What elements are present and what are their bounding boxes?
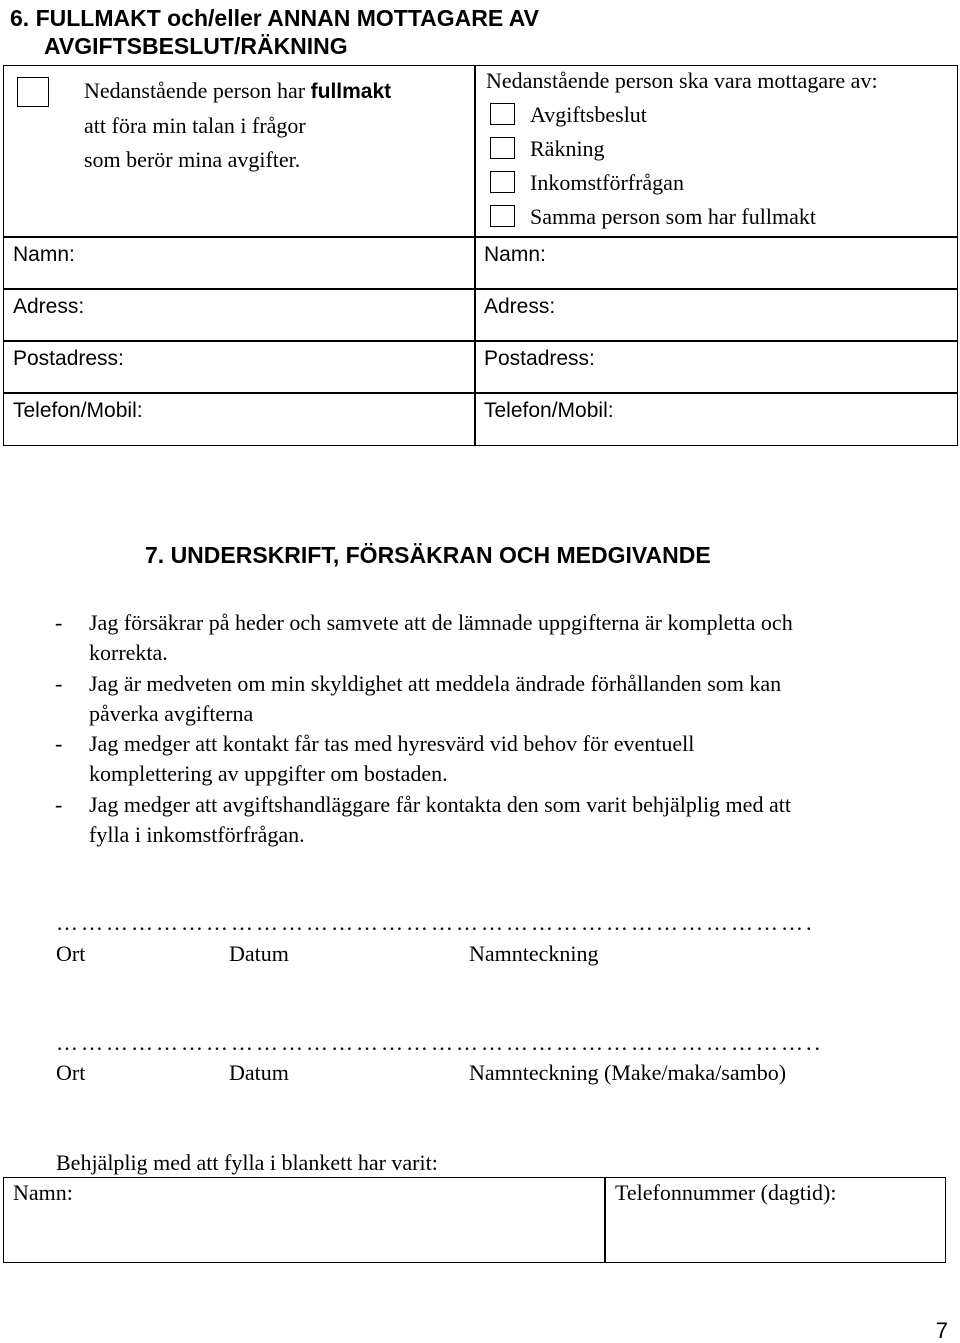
right-address-label: Adress: <box>484 295 556 318</box>
section7-title: 7. UNDERSKRIFT, FÖRSÄKRAN OCH MEDGIVANDE <box>145 542 711 568</box>
right-name-label: Namn: <box>484 243 546 266</box>
page-number: 7 <box>935 1318 948 1343</box>
section6-title-line2: AVGIFTSBESLUT/RÄKNING <box>44 33 348 59</box>
option-label-inkomstforfragan: Inkomstförfrågan <box>530 170 684 195</box>
bullet-dash: - <box>55 671 63 696</box>
option-checkbox-samma-person[interactable] <box>490 205 515 227</box>
fullmakt-text-line2: att föra min talan i frågor <box>84 113 306 138</box>
declaration-2-line1: Jag är medveten om min skyldighet att meddela ändrade förhållanden som kan <box>89 671 782 696</box>
signature-line-2[interactable]: ……………………………………………………………………………….. <box>56 1030 823 1055</box>
declaration-4-line1: Jag medger att avgiftshandläggare får kontakta den som varit behjälplig med att <box>89 792 791 817</box>
bullet-dash: - <box>55 792 63 817</box>
declaration-1-line2: korrekta. <box>89 640 168 665</box>
option-label-rakning: Räkning <box>530 136 605 161</box>
signature-line-1[interactable]: ………………………………………………………………………………. <box>56 910 815 935</box>
helper-table-divider <box>604 1177 606 1263</box>
option-checkbox-inkomstforfragan[interactable] <box>490 171 515 193</box>
left-postal-label: Postadress: <box>13 347 124 370</box>
table-divider-vertical <box>474 65 476 446</box>
bullet-dash: - <box>55 610 63 635</box>
left-phone-label: Telefon/Mobil: <box>13 399 143 422</box>
recipient-heading: Nedanstående person ska vara mottagare av: <box>486 68 878 93</box>
declaration-4-line2: fylla i inkomstförfrågan. <box>89 822 305 847</box>
declaration-2-line2: påverka avgifterna <box>89 701 254 726</box>
bullet-dash: - <box>55 731 63 756</box>
helper-name-label: Namn: <box>13 1180 73 1205</box>
helper-phone-label: Telefonnummer (dagtid): <box>615 1180 837 1205</box>
declaration-3-line2: komplettering av uppgifter om bostaden. <box>89 761 448 786</box>
signature1-sign-label: Namnteckning <box>469 941 599 966</box>
option-checkbox-avgiftsbeslut[interactable] <box>490 103 515 125</box>
right-phone-label: Telefon/Mobil: <box>484 399 614 422</box>
left-address-label: Adress: <box>13 295 85 318</box>
option-label-samma-person: Samma person som har fullmakt <box>530 204 816 229</box>
helper-heading: Behjälplig med att fylla i blankett har varit: <box>56 1150 438 1175</box>
declaration-3-line1: Jag medger att kontakt får tas med hyresvärd vid behov för eventuell <box>89 731 695 756</box>
fullmakt-text-line1: Nedanstående person har fullmakt <box>84 78 392 103</box>
signature1-place-label: Ort <box>56 941 86 966</box>
right-postal-label: Postadress: <box>484 347 595 370</box>
section6-title-line1: 6. FULLMAKT och/eller ANNAN MOTTAGARE AV <box>10 5 539 31</box>
fullmakt-bold: fullmakt <box>310 80 392 103</box>
fullmakt-checkbox[interactable] <box>17 77 49 107</box>
table-divider <box>3 392 958 394</box>
table-divider <box>3 288 958 290</box>
left-name-label: Namn: <box>13 243 75 266</box>
table-divider <box>3 236 958 238</box>
signature1-date-label: Datum <box>229 941 289 966</box>
declaration-1-line1: Jag försäkrar på heder och samvete att de lämnade uppgifterna är kompletta och <box>89 610 793 635</box>
option-checkbox-rakning[interactable] <box>490 137 515 159</box>
fullmakt-text-line3: som berör mina avgifter. <box>84 147 301 172</box>
option-label-avgiftsbeslut: Avgiftsbeslut <box>530 102 647 127</box>
signature2-date-label: Datum <box>229 1060 289 1085</box>
signature2-place-label: Ort <box>56 1060 86 1085</box>
signature2-sign-label: Namnteckning (Make/maka/sambo) <box>469 1060 787 1085</box>
table-divider <box>3 340 958 342</box>
